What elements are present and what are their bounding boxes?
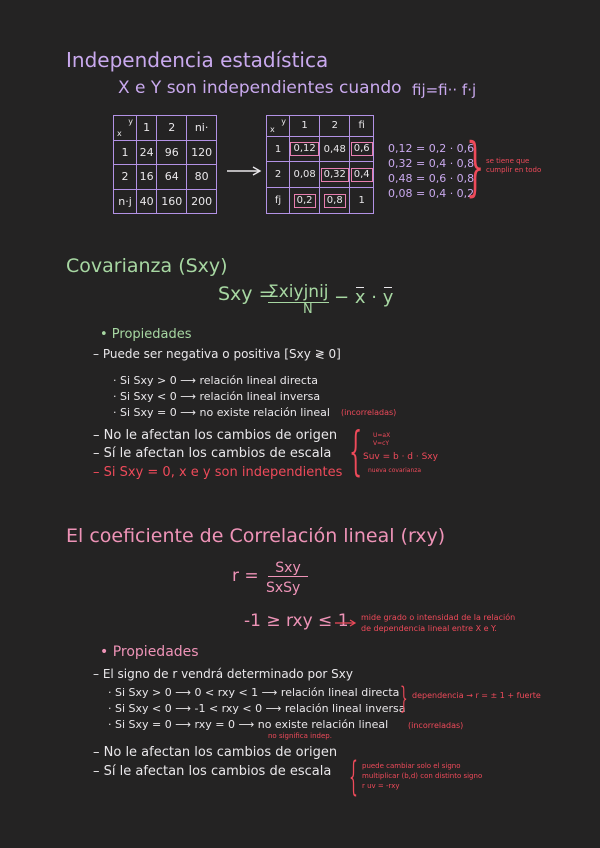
frequency-table	[113, 115, 217, 214]
bullet-line: · Si Sxy = 0 ⟶ rxy = 0 ⟶ no existe relación lineal	[108, 718, 389, 731]
checks-note: cumplir en todo	[486, 166, 542, 174]
not-independence-note: no significa indep.	[268, 732, 332, 740]
scale-note: U=aX	[373, 432, 391, 439]
right-brace: }	[400, 681, 408, 716]
table-corner: x y	[267, 116, 290, 137]
check-line: 0,12 = 0,2 · 0,6	[388, 142, 475, 155]
correlation-range: -1 ≥ rxy ≤ 1	[244, 611, 349, 631]
right-arrow-icon	[334, 618, 358, 628]
col-header: fi	[350, 116, 374, 137]
table-row: 2 16 64 80	[114, 165, 217, 190]
properties-heading: • Propiedades	[100, 644, 199, 660]
table-row: 1 24 96 120	[114, 140, 217, 165]
property-line: – No le afectan los cambios de origen	[93, 745, 338, 760]
property-line: – Sí le afectan los cambios de escala	[93, 446, 332, 461]
dependence-note: dependencia → r = ± 1 + fuerte	[412, 691, 541, 700]
correlation-numerator: Sxy	[268, 561, 308, 577]
check-line: 0,32 = 0,4 · 0,8	[388, 157, 475, 170]
section-title-independence: Independencia estadística	[66, 48, 329, 72]
property-line: – No le afectan los cambios de origen	[93, 428, 338, 443]
left-brace: {	[349, 754, 358, 800]
col-header: 2	[320, 116, 350, 137]
property-line: – Sí le afectan los cambios de escala	[93, 764, 332, 779]
scale-note: multiplicar (b,d) con distinto signo	[362, 772, 483, 780]
left-brace: {	[349, 422, 363, 482]
correlation-denominator: SxSy	[266, 580, 301, 596]
scale-note: r uv = -rxy	[362, 782, 400, 790]
checks-note: se tiene que	[486, 157, 530, 165]
uncorrelated-note: (incorreladas)	[408, 721, 464, 730]
scale-note-formula: Suv = b · d · Sxy	[363, 452, 438, 462]
independence-condition: X e Y son independientes cuando	[118, 78, 402, 98]
scale-note: V=cY	[373, 440, 390, 447]
section-title-covariance: Covarianza (Sxy)	[66, 255, 228, 277]
table-row: 2 0,08 0,32 0,4	[267, 162, 374, 188]
col-header: 1	[290, 116, 320, 137]
scale-note: puede cambiar solo el signo	[362, 762, 461, 770]
table-row: fj 0,2 0,8 1	[267, 188, 374, 214]
section-title-correlation: El coeficiente de Correlación lineal (rxy)	[66, 525, 446, 547]
right-arrow-icon	[225, 165, 265, 177]
table-row: 1 0,12 0,48 0,6	[267, 136, 374, 162]
independence-formula: fij=fi·· f·j	[412, 81, 477, 99]
uncorrelated-note: (incorreladas)	[341, 408, 397, 417]
relative-frequency-table	[266, 115, 374, 214]
col-header: 1	[137, 116, 157, 141]
covariance-numerator: Σxiyjnij	[268, 282, 329, 302]
bullet-line: · Si Sxy < 0 ⟶ relación lineal inversa	[113, 390, 321, 403]
property-line: – Puede ser negativa o positiva [Sxy ≷ 0]	[93, 347, 341, 361]
property-line: – El signo de r vendrá determinado por Sxy	[93, 667, 353, 681]
range-note: mide grado o intensidad de la relación	[361, 613, 516, 622]
col-header: 2	[157, 116, 187, 141]
covariance-formula-tail: − x · y	[334, 287, 394, 308]
check-line: 0,08 = 0,4 · 0,2	[388, 187, 475, 200]
correlation-formula-lhs: r =	[232, 566, 259, 586]
bullet-line: · Si Sxy = 0 ⟶ no existe relación lineal	[113, 406, 330, 419]
right-brace: }	[466, 130, 485, 204]
properties-heading: • Propiedades	[100, 327, 192, 342]
covariance-formula-lhs: Sxy =	[218, 283, 275, 305]
scale-note: nueva covarianza	[368, 467, 422, 474]
bullet-line: · Si Sxy < 0 ⟶ -1 < rxy < 0 ⟶ relación lineal inversa	[108, 702, 406, 715]
bullet-line: · Si Sxy > 0 ⟶ relación lineal directa	[113, 374, 318, 387]
check-line: 0,48 = 0,6 · 0,8	[388, 172, 475, 185]
range-note: de dependencia lineal entre X e Y.	[361, 624, 497, 633]
table-row: n·j 40 160 200	[114, 189, 217, 214]
table-corner: x y	[114, 116, 137, 141]
col-header: ni·	[187, 116, 217, 141]
bullet-line: · Si Sxy > 0 ⟶ 0 < rxy < 1 ⟶ relación lineal directa	[108, 686, 400, 699]
property-line-highlight: – Si Sxy = 0, x e y son independientes	[93, 465, 343, 480]
covariance-denominator: N	[303, 302, 313, 317]
